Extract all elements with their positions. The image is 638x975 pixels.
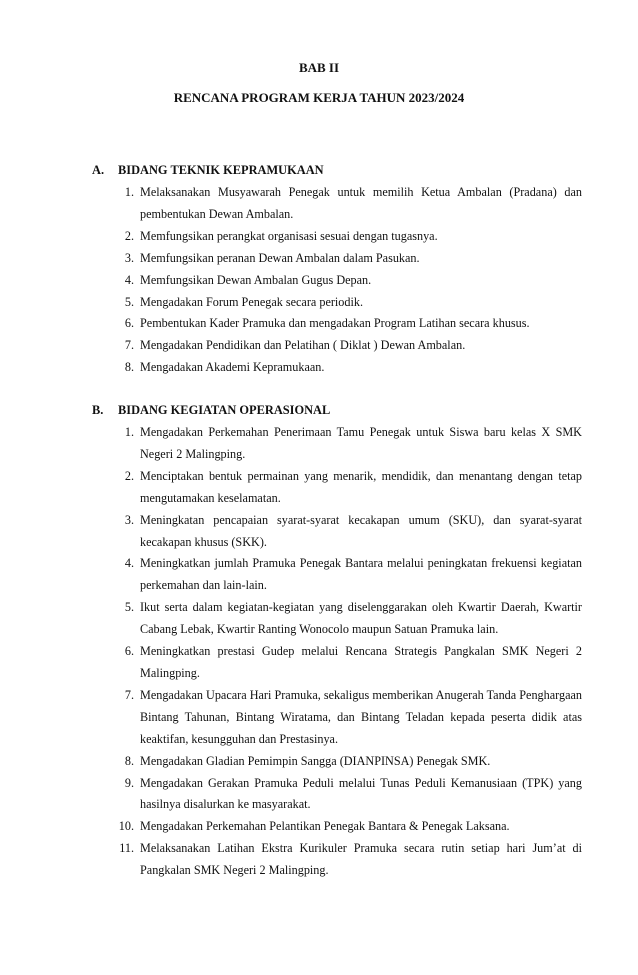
section-b-list: [92, 422, 582, 882]
item-number: 5.: [124, 294, 134, 309]
list-item: [92, 685, 582, 751]
item-text: Mengadakan Pendidikan dan Pelatihan ( Diklat ) Dewan Ambalan.: [140, 338, 466, 353]
section-heading: [92, 401, 582, 419]
item-text: Mengadakan Forum Penegak secara periodik.: [140, 294, 364, 309]
list-item: [92, 422, 582, 466]
item-text: Mengadakan Gladian Pemimpin Sangga (DIANPINSA) Penegak SMK.: [140, 753, 491, 768]
item-text: Mengadakan Perkemahan Pelantikan Penegak Bantara & Penegak Laksana.: [140, 819, 510, 834]
item-text: Mengadakan Perkemahan Penerimaan Tamu Penegak untuk Siswa baru kelas X SMK Negeri 2 Malingping.: [140, 425, 582, 461]
list-item: [92, 248, 582, 270]
item-number: 11.: [119, 841, 134, 856]
list-item: [92, 553, 582, 597]
item-number: 3.: [124, 250, 134, 265]
list-item: [92, 292, 582, 314]
item-number: 6.: [124, 644, 134, 659]
section-title: BIDANG TEKNIK KEPRAMUKAAN: [118, 163, 324, 177]
item-text: Melaksanakan Latihan Ekstra Kurikuler Pramuka secara rutin setiap hari Jum’at di Pangkalan SMK Negeri 2 Malingping.: [140, 841, 582, 878]
title-block: [0, 59, 638, 107]
section-title: BIDANG KEGIATAN OPERASIONAL: [118, 403, 331, 417]
item-text: Memfungsikan peranan Dewan Ambalan dalam Pasukan.: [140, 250, 420, 265]
list-item: [92, 773, 582, 817]
list-item: [92, 816, 582, 838]
list-item: [92, 838, 582, 882]
item-number: 3.: [124, 512, 134, 527]
item-text: Mengadakan Upacara Hari Pramuka, sekaligus memberikan Anugerah Tanda Penghargaan Bintang Tahunan, Bintang Wiratama, dan Bintang Teladan kepada peserta didik atas keaktifan, kesungguhan dan Prestasinya.: [140, 687, 582, 746]
list-item: [92, 313, 582, 335]
item-number: 1.: [124, 185, 134, 199]
item-number: 5.: [124, 600, 134, 615]
item-number: 4.: [124, 272, 134, 287]
item-text: Mengadakan Gerakan Pramuka Peduli melalui Tunas Peduli Kemanusiaan (TPK) yang hasilnya disalurkan ke masyarakat.: [140, 775, 582, 812]
list-item: [92, 182, 582, 226]
section-heading: [92, 161, 582, 179]
item-text: Meningkatkan prestasi Gudep melalui Rencana Strategis Pangkalan SMK Negeri 2 Malingping.: [140, 644, 582, 680]
item-text: Memfungsikan Dewan Ambalan Gugus Depan.: [140, 272, 372, 287]
item-text: Mengadakan Akademi Kepramukaan.: [140, 360, 325, 375]
item-number: 6.: [124, 316, 134, 331]
item-number: 2.: [124, 468, 134, 483]
list-item: [92, 335, 582, 357]
item-text: Ikut serta dalam kegiatan-kegiatan yang diselenggarakan oleh Kwartir Daerah, Kwartir Cabang Lebak, Kwartir Ranting Wonocolo maupun Satuan Pramuka lain.: [140, 600, 582, 637]
item-text: Melaksanakan Musyawarah Penegak untuk memilih Ketua Ambalan (Pradana) dan pembentukan Dewan Ambalan.: [140, 185, 582, 221]
item-number: 4.: [124, 556, 134, 571]
item-text: Pembentukan Kader Pramuka dan mengadakan Program Latihan secara khusus.: [140, 316, 530, 331]
item-text: Meningkatan pencapaian syarat-syarat kecakapan umum (SKU), dan syarat-syarat kecakapan khusus (SKK).: [140, 512, 582, 549]
list-item: [92, 641, 582, 685]
item-number: 7.: [124, 687, 134, 702]
list-item: [92, 226, 582, 248]
section-letter: A.: [92, 163, 105, 177]
chapter-heading: BAB II: [298, 60, 340, 75]
item-number: 8.: [124, 360, 134, 375]
document-title: RENCANA PROGRAM KERJA TAHUN 2023/2024: [173, 90, 465, 105]
section-a-list: [92, 182, 582, 379]
list-item: [92, 357, 582, 379]
section-a: [92, 161, 582, 379]
item-number: 7.: [124, 338, 134, 353]
list-item: [92, 597, 582, 641]
section-letter: B.: [92, 403, 104, 417]
item-number: 1.: [124, 425, 134, 439]
list-item: [92, 270, 582, 292]
item-number: 10.: [118, 819, 134, 834]
list-item: [92, 466, 582, 510]
list-item: [92, 751, 582, 773]
item-number: 2.: [124, 228, 134, 243]
item-number: 9.: [124, 775, 134, 790]
item-number: 8.: [124, 753, 134, 768]
item-text: Memfungsikan perangkat organisasi sesuai dengan tugasnya.: [140, 228, 438, 243]
item-text: Menciptakan bentuk permainan yang menarik, mendidik, dan menantang dengan tetap mengutamakan keselamatan.: [140, 468, 582, 505]
list-item: [92, 510, 582, 554]
item-text: Meningkatkan jumlah Pramuka Penegak Bantara melalui peningkatan frekuensi kegiatan perkemahan dan lain-lain.: [140, 556, 582, 593]
section-b: [92, 401, 582, 882]
